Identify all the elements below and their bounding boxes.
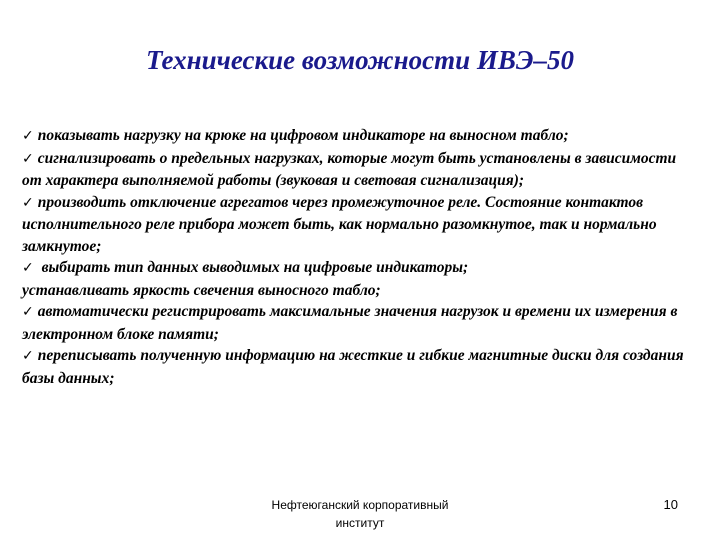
bullet-item: [22, 125, 698, 148]
bullet-list: [22, 125, 698, 389]
bullet-text: автоматически регистрировать максимальные значения нагрузок и времени их измерения в электронном блоке памяти;: [22, 303, 678, 343]
checkmark-icon: ✓: [22, 260, 34, 276]
bullet-item: [22, 148, 698, 192]
bullet-text: переписывать полученную информацию на жесткие и гибкие магнитные диски для создания базы данных;: [22, 347, 684, 387]
bullet-item: [22, 192, 698, 258]
checkmark-icon: ✓: [22, 128, 34, 144]
checkmark-icon: ✓: [22, 150, 34, 167]
page-number: 10: [663, 497, 678, 512]
bullet-item: [22, 257, 698, 280]
slide-title: Технические возможности ИВЭ–50: [146, 45, 574, 75]
checkmark-icon: ✓: [22, 348, 34, 364]
bullet-text: сигнализировать о предельных нагрузках, которые могут быть установлены в зависимости от характера выполняемой работы (звуковая и световая сигнализация);: [22, 149, 677, 189]
footer-institution: Нефтеюганский корпоративный институт: [271, 498, 449, 530]
checkmark-icon: ✓: [22, 304, 34, 320]
checkmark-icon: ✓: [22, 194, 34, 211]
bullet-text: производить отключение агрегатов через промежуточное реле. Состояние контактов исполнительного реле прибора может быть, как нормально разомкнутое, так и нормально замкнутое;: [22, 193, 657, 255]
bullet-continuation: устанавливать яркость свечения выносного табло;: [22, 281, 381, 299]
bullet-item: [22, 345, 698, 389]
bullet-text: показывать нагрузку на крюке на цифровом индикаторе на выносном табло;: [37, 127, 569, 144]
bullet-text: выбирать тип данных выводимых на цифровые индикаторы;: [37, 259, 469, 276]
bullet-item: [22, 301, 698, 345]
